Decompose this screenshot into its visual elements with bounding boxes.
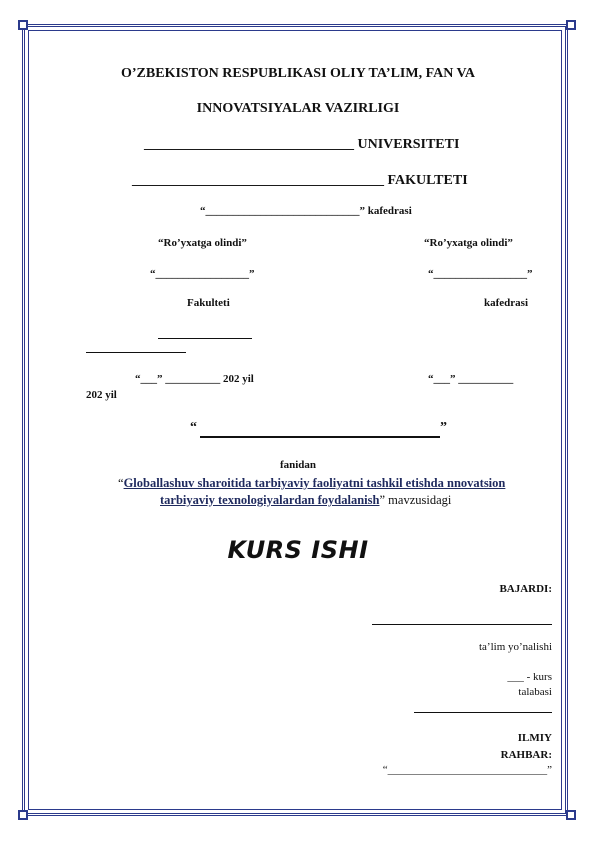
right-registered-label: “Ro’yxatga olindi” [424, 237, 513, 249]
left-date-line: “___” __________ 202 yil [135, 373, 254, 385]
topic-open-quote: “ [118, 476, 124, 490]
right-registered-blank: “_________________” [428, 268, 533, 280]
university-name [144, 137, 459, 153]
performer-name-line [372, 624, 552, 625]
advisor-label-line1: ILMIY [517, 732, 552, 744]
topic-line-1 [118, 476, 505, 491]
right-date-line: “___” __________ [428, 373, 514, 385]
subject-field [190, 420, 197, 436]
advisor-label-line2: RAHBAR: [500, 749, 552, 761]
course-line: ___ - kurs [507, 671, 552, 683]
faculty-blank: ____________________________________ [132, 173, 384, 188]
university-label: UNIVERSITETI [357, 137, 460, 152]
left-registered-label: “Ro’yxatga olindi” [158, 237, 247, 249]
corner-ornament-bottom-right [566, 810, 576, 820]
faculty-name [132, 173, 468, 189]
department-line: “____________________________” kafedrasi [200, 205, 412, 217]
right-unit-label: kafedrasi [484, 297, 528, 309]
left-registered-blank: “_________________” [150, 268, 255, 280]
student-name-line [414, 712, 552, 713]
left-year-wrap: 202 yil [86, 389, 117, 401]
subject-close-field [440, 420, 447, 436]
advisor-name-blank: “_____________________________” [382, 764, 552, 776]
subject-close-quote: ” [440, 420, 447, 435]
ministry-title-line1: O’ZBEKISTON RESPUBLIKASI OLIY TA’LIM, FAN VA [121, 66, 475, 81]
document-type-title: KURS ISHI [227, 536, 369, 564]
topic-line-2 [160, 493, 451, 508]
subject-blank-line [200, 436, 440, 438]
subject-suffix: fanidan [279, 459, 317, 471]
topic-suffix: mavzusidagi [385, 493, 452, 507]
corner-ornament-bottom-left [18, 810, 28, 820]
subject-open-quote: “ [190, 420, 197, 435]
university-blank: ______________________________ [144, 137, 354, 152]
ministry-title-line2: INNOVATSIYALAR VAZIRLIGI [196, 101, 400, 116]
left-signature-line-2 [86, 352, 186, 353]
left-signature-line [158, 338, 252, 339]
faculty-label: FAKULTETI [387, 173, 468, 188]
topic-close-quote: ” [379, 493, 386, 507]
corner-ornament-top-left [18, 20, 28, 30]
performed-by-label: BAJARDI: [499, 583, 552, 595]
topic-title-part-1: Globallashuv sharoitida tarbiyaviy faoliyatni tashkil etishda nnovatsion [123, 476, 506, 490]
corner-ornament-top-right [566, 20, 576, 30]
left-unit-label: Fakulteti [187, 297, 230, 309]
topic-title-part-2: tarbiyaviy texnologiyalardan foydalanish [160, 493, 380, 507]
direction-label: ta’lim yo’nalishi [478, 641, 552, 653]
student-label: talabasi [518, 686, 552, 698]
